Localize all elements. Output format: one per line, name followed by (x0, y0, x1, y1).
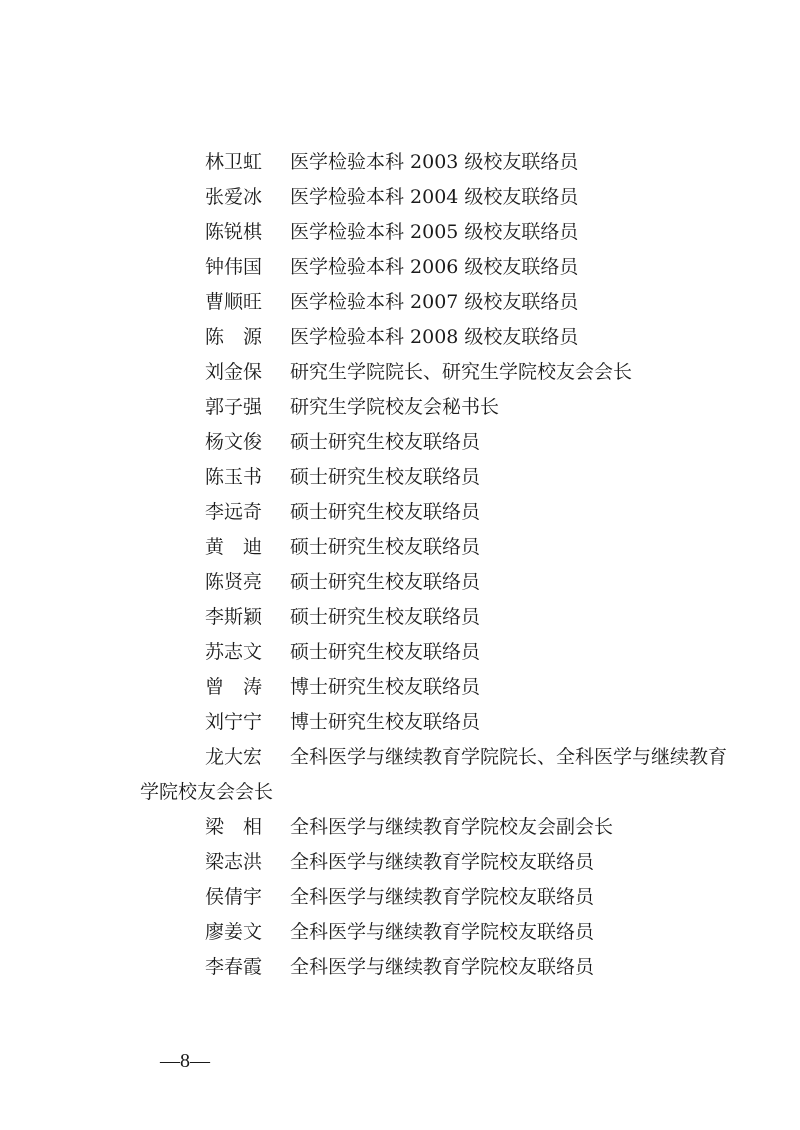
person-name: 龙大宏 (205, 746, 263, 768)
list-item (0, 250, 800, 284)
person-role: 全科医学与继续教育学院校友联络员 (290, 921, 595, 943)
person-name: 陈玉书 (205, 466, 263, 488)
list-item (0, 600, 800, 634)
list-item (0, 740, 800, 774)
list-item (0, 180, 800, 214)
person-name: 黄 迪 (205, 536, 263, 558)
person-role: 医学检验本科 2005 级校友联络员 (290, 221, 579, 243)
person-role: 硕士研究生校友联络员 (290, 431, 481, 453)
list-item (0, 495, 800, 529)
person-role: 全科医学与继续教育学院校友联络员 (290, 956, 595, 978)
person-name: 曾 涛 (205, 676, 263, 698)
list-item (0, 355, 800, 389)
list-item (0, 145, 800, 179)
person-role: 硕士研究生校友联络员 (290, 536, 481, 558)
person-name: 李远奇 (205, 501, 263, 523)
person-name: 廖姜文 (205, 921, 263, 943)
page-number: —8— (160, 1050, 210, 1072)
person-role: 医学检验本科 2008 级校友联络员 (290, 326, 579, 348)
person-name: 钟伟国 (205, 256, 263, 278)
person-name: 陈 源 (205, 326, 263, 348)
person-role: 研究生学院校友会秘书长 (290, 396, 500, 418)
person-role: 硕士研究生校友联络员 (290, 571, 481, 593)
list-item (0, 915, 800, 949)
list-item (0, 320, 800, 354)
person-role: 医学检验本科 2006 级校友联络员 (290, 256, 579, 278)
person-role: 研究生学院院长、研究生学院校友会会长 (290, 361, 633, 383)
list-item (0, 880, 800, 914)
list-item (0, 425, 800, 459)
list-item (0, 635, 800, 669)
person-name: 李春霞 (205, 956, 263, 978)
person-name: 李斯颖 (205, 606, 263, 628)
list-item (0, 460, 800, 494)
list-item (0, 950, 800, 984)
person-role: 医学检验本科 2004 级校友联络员 (290, 186, 579, 208)
person-role: 全科医学与继续教育学院校友会副会长 (290, 816, 614, 838)
person-role: 医学检验本科 2003 级校友联络员 (290, 151, 579, 173)
person-name: 刘金保 (205, 361, 263, 383)
list-item-continuation (0, 775, 800, 809)
list-item (0, 530, 800, 564)
person-role: 硕士研究生校友联络员 (290, 641, 481, 663)
list-item (0, 810, 800, 844)
person-name: 郭子强 (205, 396, 263, 418)
person-role: 硕士研究生校友联络员 (290, 466, 481, 488)
person-name: 林卫虹 (205, 151, 263, 173)
list-item (0, 390, 800, 424)
person-role: 硕士研究生校友联络员 (290, 606, 481, 628)
list-item (0, 215, 800, 249)
person-name: 梁志洪 (205, 851, 263, 873)
list-item (0, 670, 800, 704)
person-role: 全科医学与继续教育学院校友联络员 (290, 851, 595, 873)
person-role: 博士研究生校友联络员 (290, 711, 481, 733)
list-item (0, 845, 800, 879)
person-name: 侯倩宇 (205, 886, 263, 908)
list-item (0, 705, 800, 739)
list-item (0, 285, 800, 319)
person-name: 陈锐棋 (205, 221, 263, 243)
list-item (0, 565, 800, 599)
person-role: 全科医学与继续教育学院校友联络员 (290, 886, 595, 908)
person-role-continuation: 学院校友会会长 (140, 781, 274, 803)
person-name: 陈贤亮 (205, 571, 263, 593)
person-role: 全科医学与继续教育学院院长、全科医学与继续教育 (290, 746, 728, 768)
person-role: 硕士研究生校友联络员 (290, 501, 481, 523)
person-name: 刘宁宁 (205, 711, 263, 733)
person-role: 博士研究生校友联络员 (290, 676, 481, 698)
person-name: 苏志文 (205, 641, 263, 663)
person-name: 张爱冰 (205, 186, 263, 208)
person-role: 医学检验本科 2007 级校友联络员 (290, 291, 579, 313)
person-name: 梁 相 (205, 816, 263, 838)
person-name: 曹顺旺 (205, 291, 263, 313)
person-name: 杨文俊 (205, 431, 263, 453)
